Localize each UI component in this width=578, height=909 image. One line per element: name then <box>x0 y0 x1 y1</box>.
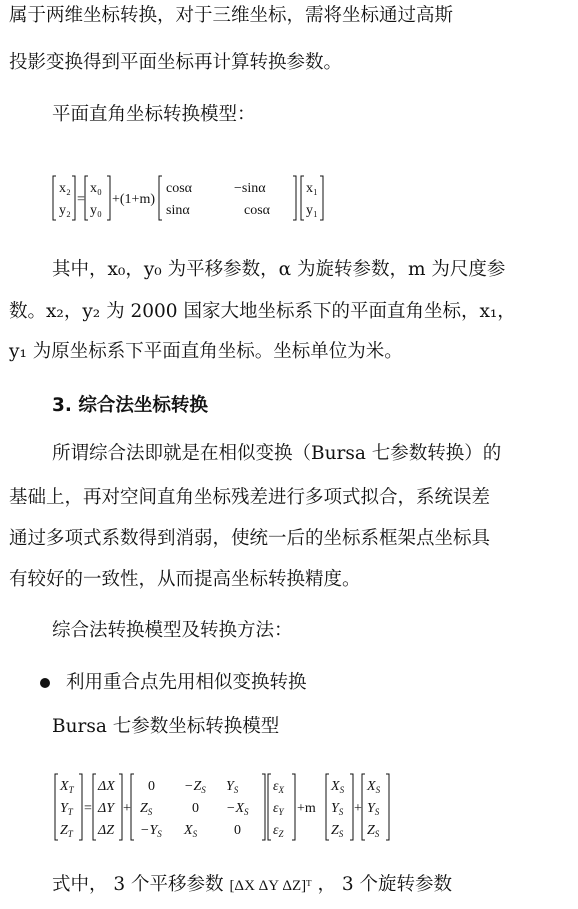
eq2-delta-2: ΔZ <box>98 823 115 838</box>
eq2-rot-22: 0 <box>234 823 241 838</box>
paragraph-line: 其中，x₀，y₀ 为平移参数，α 为旋转参数，m 为尺度参 <box>52 259 506 280</box>
eq2-xs1-1: $Y_S$ <box>331 801 344 817</box>
eq2-lhs-2: $Z_T$ <box>60 823 73 839</box>
eq2-xs2-2: $Z_S$ <box>367 823 380 839</box>
eq1-t-1: y₀ <box>90 203 102 218</box>
eq1-scale: +(1+m) <box>112 192 156 207</box>
eq2-eps-0: $\varepsilon_X$ <box>273 779 285 795</box>
paragraph-line: 所谓综合法即就是在相似变换（Bursa 七参数转换）的 <box>52 443 502 464</box>
eq1-equals: = <box>77 192 85 207</box>
eq2-plus-2: + <box>354 801 362 816</box>
paragraph-line: 综合法转换模型及转换方法： <box>52 620 293 641</box>
paragraph-line <box>52 871 452 900</box>
eq1-lhs-1: y₂ <box>59 203 71 218</box>
translation-vector: [ΔX ΔY ΔZ]ᵀ <box>229 878 312 894</box>
paragraph-line: 投影变换得到平面坐标再计算转换参数。 <box>9 52 343 73</box>
p7-prefix: 式中， 3 个平移参数 <box>52 874 224 895</box>
eq1-t-0: x₀ <box>90 181 102 196</box>
eq1-rot-10: sinα <box>166 203 190 218</box>
eq1-rhs-0: x₁ <box>306 181 318 196</box>
eq1-rot-11: cosα <box>244 203 270 218</box>
eq2-rot-21: $X_S$ <box>184 823 198 839</box>
paragraph-line: 通过多项式系数得到消弱，使统一后的坐标系框架点坐标具 <box>9 528 491 549</box>
eq2-plus-1: + <box>123 801 131 816</box>
eq2-rot-01: $-Z_S$ <box>184 779 206 795</box>
eq2-xs1-0: $X_S$ <box>331 779 345 795</box>
paragraph-line: 属于两维坐标转换，对于三维坐标，需将坐标通过高斯 <box>9 5 454 26</box>
eq1-rot-01: −sinα <box>234 181 266 196</box>
eq2-xs1-2: $Z_S$ <box>331 823 344 839</box>
paragraph-line: 有较好的一致性，从而提高坐标转换精度。 <box>9 569 361 590</box>
bursa-equation <box>52 770 442 844</box>
plane-transform-equation <box>50 172 340 224</box>
p7-suffix: ， 3 个旋转参数 <box>317 874 453 895</box>
section-heading: 3. 综合法坐标转换 <box>52 395 208 416</box>
eq2-xs2-1: $Y_S$ <box>367 801 380 817</box>
paragraph-line: 数。x₂，y₂ 为 2000 国家大地坐标系下的平面直角坐标，x₁， <box>9 301 516 322</box>
eq2-rot-11: 0 <box>192 801 199 816</box>
eq1-rot-00: cosα <box>166 181 192 196</box>
paragraph-line: 基础上，再对空间直角坐标残差进行多项式拟合，系统误差 <box>9 487 491 508</box>
eq2-rot-02: $Y_S$ <box>226 779 239 795</box>
paragraph-line: y₁ 为原坐标系下平面直角坐标。坐标单位为米。 <box>9 341 403 362</box>
bullet-item: 利用重合点先用相似变换转换 <box>66 672 307 693</box>
eq2-delta-1: ΔY <box>98 801 115 816</box>
eq2-rot-20: $-Y_S$ <box>140 823 162 839</box>
eq1-rhs-1: y₁ <box>306 203 318 218</box>
model-title: Bursa 七参数坐标转换模型 <box>52 716 280 737</box>
eq2-rot-12: $-X_S$ <box>226 801 249 817</box>
eq2-eps-1: $\varepsilon_Y$ <box>273 801 284 817</box>
eq2-m: +m <box>297 801 316 816</box>
bullet-dot <box>40 678 50 688</box>
eq1-lhs-0: x₂ <box>59 181 71 196</box>
eq2-eps-2: $\varepsilon_Z$ <box>273 823 284 839</box>
eq2-delta-0: ΔX <box>98 779 115 794</box>
eq2-rot-10: $Z_S$ <box>140 801 153 817</box>
eq2-equals: = <box>84 801 92 816</box>
eq2-xs2-0: $X_S$ <box>367 779 381 795</box>
eq2-lhs-0: $X_T$ <box>60 779 74 795</box>
paragraph-line: 平面直角坐标转换模型： <box>52 104 256 125</box>
eq2-rot-00: 0 <box>148 779 155 794</box>
eq2-lhs-1: $Y_T$ <box>60 801 73 817</box>
